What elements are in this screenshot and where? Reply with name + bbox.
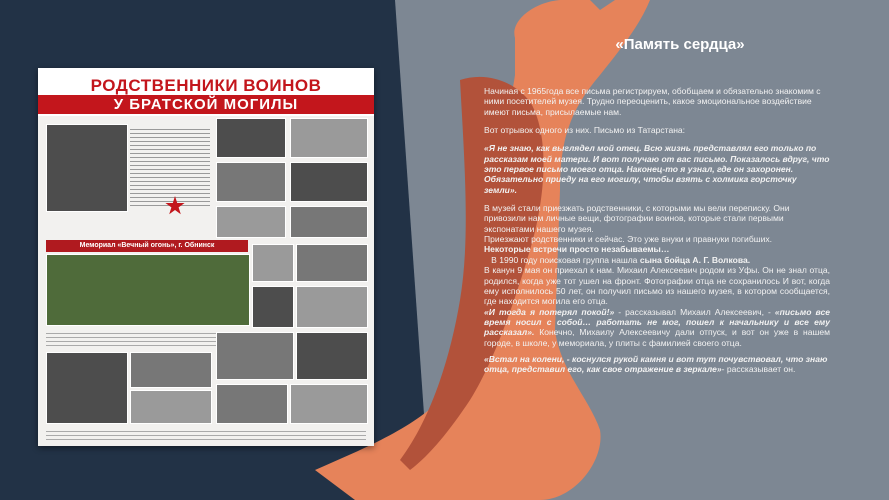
photo-grid-2 [290, 118, 368, 158]
narration-he-says: - рассказывает он. [721, 364, 796, 375]
quote-lost-peace: «И тогда я потерял покой!» [484, 306, 615, 317]
quote-knelt: «Встал на колени, - коснулся рукой камня и вот тут почувствовал, что знаю отца, представил его, как свое отражение в зеркале» [484, 353, 828, 375]
paragraph-may-visit: В канун 9 мая он приехал к нам. Михаил Алексеевич родом из Уфы. Он не знал отца, родился, когда уже тот ушел на фронт. Фотографии отца не сохранилось И вот, когда ему исполнилось 50 лет, он получил письмо из нашего музея, в котором сообщается, где находится могила его отца. [484, 265, 830, 307]
photo-bottom-2 [130, 390, 212, 424]
poster-memorial-caption: Мемориал «Вечный огонь», г. Обнинск [46, 240, 248, 252]
photo-grid-1 [216, 118, 286, 158]
poster-image [38, 68, 374, 446]
photo-bottom-4 [290, 384, 368, 424]
paragraph-search-1990 [484, 255, 830, 265]
paragraph-letter-excerpt-intro: Вот отрывок одного из них. Письмо из Татарстана: [484, 125, 686, 136]
photo-memorial-eternal-flame [46, 254, 250, 326]
poster-letter-text [130, 126, 210, 206]
photo-letter-veteran [46, 124, 128, 212]
poster-title-line2: У БРАТСКОЙ МОГИЛЫ [38, 95, 374, 114]
photo-grid-10 [296, 286, 368, 328]
paragraph-letters-intro: Начиная с 1965года все письма регистрируем, обобщаем и обязательно знакомим с ними посетителей музея. Трудно переоценить, какое эмоциональное воздействие имеют письма, присылаемые нам. [484, 86, 821, 117]
photo-grid-8 [296, 244, 368, 282]
search-1990-text: В 1990 году поисковая группа нашла [491, 254, 640, 265]
photo-grid-4 [290, 162, 368, 202]
volkov-son-text: сына бойца А. Г. Волкова. [639, 254, 751, 265]
paragraph-lost-peace [484, 307, 830, 348]
poster-footer-text [46, 428, 366, 440]
narration-vacation: Конечно, Михаилу Алексеевичу дали отпуск, и вот он уже в нашем городе, в школе, у мемориала, у плиты с фамилией своего отца. [484, 327, 830, 348]
paragraph-knelt [484, 354, 830, 375]
photo-grid-12 [296, 332, 368, 380]
paragraph-relatives-now: Приезжают родственники и сейчас. Это уже внуки и правнуки погибших. [484, 234, 772, 245]
photo-veterans [46, 352, 128, 424]
narration-said: - рассказывал Михаил Алексеевич, - [614, 306, 775, 317]
photo-grid-7 [252, 244, 294, 282]
photo-grid-6 [290, 206, 368, 238]
photo-bottom-1 [130, 352, 212, 388]
paragraph-memorable-meetings: Некоторые встречи просто незабываемы… [484, 244, 670, 255]
poster-header [38, 68, 374, 116]
slide-body-text [484, 86, 830, 375]
paragraph-letter-quote: «Я не знаю, как выглядел мой отец. Всю жизнь представлял его только по рассказам моей матери. И вот получаю от вас письмо. Показалось вдруг, что это первое письмо моего отца. Наконец-то я узнал, где он захоронен. Обязательно приеду на его могилу, чтобы взять с холмика горсточку земли». [484, 143, 830, 195]
quote-letter-carried: «письмо все время носил с собой… работать не мог, пошел к начальнику и все ему рассказал». [484, 306, 830, 338]
paragraph-relatives-visits: В музей стали приезжать родственники, с которыми мы вели переписку. Они привозили нам личные вещи, фотографии воинов, которые стали первыми экспонатами нашего музея. [484, 203, 790, 234]
poster-title-line1: РОДСТВЕННИКИ ВОИНОВ [90, 76, 322, 95]
photo-grid-11 [216, 332, 294, 380]
photo-grid-5 [216, 206, 286, 238]
photo-grid-9 [252, 286, 294, 328]
photo-bottom-3 [216, 384, 288, 424]
photo-grid-3 [216, 162, 286, 202]
slide-title: «Память сердца» [615, 36, 745, 53]
